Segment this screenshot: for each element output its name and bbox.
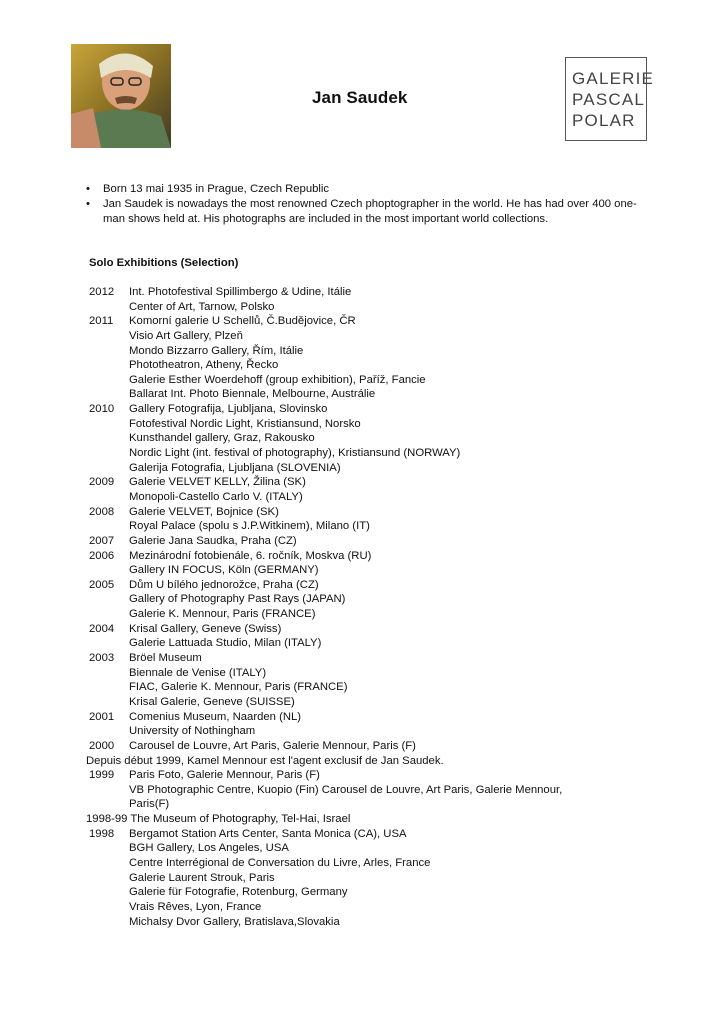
exhibition-text: Royal Palace (spolu s J.P.Witkinem), Milano (IT) xyxy=(129,520,370,533)
exhibition-text: BGH Gallery, Los Angeles, USA xyxy=(129,842,289,855)
exhibition-text: Bröel Museum xyxy=(129,652,202,665)
exhibition-text: University of Nothingham xyxy=(129,725,256,738)
exhibition-text: Galerie für Fotografie, Rotenburg, Germany xyxy=(129,886,348,899)
exhibition-text: Galerie Lattuada Studio, Milan (ITALY) xyxy=(129,637,322,650)
exhibition-row xyxy=(86,300,646,315)
exhibition-row xyxy=(86,314,646,329)
exhibition-text: Galerie VELVET, Bojnice (SK) xyxy=(129,505,279,518)
exhibition-text: Monopoli-Castello Carlo V. (ITALY) xyxy=(129,490,303,503)
exhibition-row xyxy=(86,724,646,739)
exhibition-year: 1999 xyxy=(89,769,115,782)
exhibition-row xyxy=(86,329,646,344)
exhibition-row xyxy=(86,534,646,549)
bio-item: • Born 13 mai 1935 in Prague, Czech Republic xyxy=(86,182,646,197)
exhibition-row xyxy=(86,387,646,402)
exhibition-row xyxy=(86,285,646,300)
exhibition-text: Comenius Museum, Naarden (NL) xyxy=(129,710,302,723)
exhibition-text: Mezinárodní fotobienále, 6. ročník, Moskva (RU) xyxy=(129,549,372,562)
exhibition-row xyxy=(86,754,646,769)
exhibition-row xyxy=(86,636,646,651)
exhibition-text: Fotofestival Nordic Light, Kristiansund, Norsko xyxy=(129,417,361,430)
exhibition-row xyxy=(86,373,646,388)
exhibition-year: 2005 xyxy=(89,578,115,591)
exhibition-year: 2008 xyxy=(89,505,115,518)
exhibition-row xyxy=(86,431,646,446)
logo-line: PASCAL xyxy=(572,89,646,109)
exhibition-text: Galerie K. Mennour, Paris (FRANCE) xyxy=(129,608,316,621)
exhibition-row xyxy=(86,402,646,417)
exhibition-year: 2011 xyxy=(89,315,114,328)
portrait-image xyxy=(71,44,171,148)
exhibition-text: Michalsy Dvor Gallery, Bratislava,Slovakia xyxy=(129,915,340,928)
logo-line: GALERIE xyxy=(572,68,655,88)
exhibition-text: Int. Photofestival Spillimbergo & Udine, Itálie xyxy=(129,286,352,298)
exhibition-text: VB Photographic Centre, Kuopio (Fin) Carousel de Louvre, Art Paris, Galerie Mennour, xyxy=(129,783,563,796)
exhibition-text: Visio Art Gallery, Plzeň xyxy=(129,329,243,342)
exhibition-row xyxy=(86,461,646,476)
section-heading: Solo Exhibitions (Selection) xyxy=(89,257,239,269)
exhibition-text: Gallery IN FOCUS, Köln (GERMANY) xyxy=(129,564,319,577)
exhibition-year: 2003 xyxy=(89,652,115,665)
exhibition-row xyxy=(86,358,646,373)
bio-item: • Jan Saudek is nowadays the most renowned Czech phoptographer in the world. He has had over 400 one-man shows held at. His photographs are included in the most important world collections. xyxy=(86,197,646,227)
exhibition-text: Kunsthandel gallery, Graz, Rakousko xyxy=(129,432,315,445)
exhibition-text: Gallery of Photography Past Rays (JAPAN) xyxy=(129,593,346,606)
exhibition-text: Galerie Laurent Strouk, Paris xyxy=(129,871,275,884)
exhibition-row xyxy=(86,519,646,534)
exhibition-row xyxy=(86,607,646,622)
exhibition-row xyxy=(86,827,646,842)
exhibition-text: Mondo Bizzarro Gallery, Řím, Itálie xyxy=(129,344,304,357)
exhibition-row xyxy=(86,885,646,900)
exhibition-row xyxy=(86,490,646,505)
bio-list xyxy=(86,182,646,227)
exhibition-year: 2012 xyxy=(89,286,115,298)
exhibition-row xyxy=(86,783,646,798)
exhibition-row xyxy=(86,549,646,564)
exhibition-row xyxy=(86,592,646,607)
exhibition-row xyxy=(86,871,646,886)
exhibition-note: 1998-99 The Museum of Photography, Tel-Hai, Israel xyxy=(86,813,351,826)
exhibition-text: Dům U bílého jednorožce, Praha (CZ) xyxy=(129,578,319,591)
exhibition-text: Carousel de Louvre, Art Paris, Galerie Mennour, Paris (F) xyxy=(129,739,416,752)
logo-line: POLAR xyxy=(572,110,636,130)
exhibition-row xyxy=(86,695,646,710)
exhibition-text: Bergamot Station Arts Center, Santa Monica (CA), USA xyxy=(129,827,407,840)
exhibition-row xyxy=(86,739,646,754)
exhibition-text: Komorní galerie U Schellů, Č.Budějovice, ČR xyxy=(129,315,356,328)
exhibition-row xyxy=(86,578,646,593)
exhibition-text: Galerija Fotografia, Ljubljana (SLOVENIA) xyxy=(129,461,341,474)
exhibition-row xyxy=(86,812,646,827)
exhibition-row xyxy=(86,344,646,359)
exhibition-year: 2001 xyxy=(89,710,115,723)
exhibition-row xyxy=(86,651,646,666)
exhibition-list xyxy=(86,285,646,929)
exhibition-row xyxy=(86,505,646,520)
exhibition-text: Galerie Jana Saudka, Praha (CZ) xyxy=(129,534,297,547)
exhibition-row xyxy=(86,710,646,725)
exhibition-row xyxy=(86,475,646,490)
exhibition-row xyxy=(86,563,646,578)
exhibition-text: Paris(F) xyxy=(129,798,170,811)
exhibition-note: Depuis début 1999, Kamel Mennour est l'agent exclusif de Jan Saudek. xyxy=(86,754,444,767)
exhibition-text: Vrais Rêves, Lyon, France xyxy=(129,900,262,913)
exhibition-text: FIAC, Galerie K. Mennour, Paris (FRANCE) xyxy=(129,681,348,694)
exhibition-text: Ballarat Int. Photo Biennale, Melbourne, Austrálie xyxy=(129,388,376,401)
exhibition-text: Galerie Esther Woerdehoff (group exhibition), Paříž, Fancie xyxy=(129,373,426,386)
exhibition-row xyxy=(86,680,646,695)
exhibition-year: 2004 xyxy=(89,622,115,635)
exhibition-row xyxy=(86,622,646,637)
exhibition-text: Phototheatron, Atheny, Řecko xyxy=(129,359,279,372)
exhibition-text: Krisal Gallery, Geneve (Swiss) xyxy=(129,622,282,635)
exhibition-row xyxy=(86,915,646,930)
exhibition-text: Paris Foto, Galerie Mennour, Paris (F) xyxy=(129,769,320,782)
exhibition-year: 2009 xyxy=(89,476,115,489)
exhibition-year: 2007 xyxy=(89,534,115,547)
exhibition-row xyxy=(86,841,646,856)
exhibition-text: Gallery Fotografija, Ljubljana, Slovinsko xyxy=(129,403,328,416)
exhibition-row xyxy=(86,900,646,915)
exhibition-text: Galerie VELVET KELLY, Žilina (SK) xyxy=(129,476,306,489)
exhibition-text: Krisal Galerie, Geneve (SUISSE) xyxy=(129,695,295,708)
exhibition-text: Nordic Light (int. festival of photography), Kristiansund (NORWAY) xyxy=(129,447,461,460)
exhibition-row xyxy=(86,417,646,432)
exhibition-row xyxy=(86,856,646,871)
exhibition-row xyxy=(86,768,646,783)
exhibition-row xyxy=(86,666,646,681)
exhibition-year: 2000 xyxy=(89,739,115,752)
portrait-photo xyxy=(71,44,171,148)
exhibition-row xyxy=(86,797,646,812)
exhibition-year: 2010 xyxy=(89,403,115,416)
exhibition-text: Biennale de Venise (ITALY) xyxy=(129,666,267,679)
exhibition-year: 2006 xyxy=(89,549,115,562)
page-title: Jan Saudek xyxy=(312,88,408,107)
gallery-logo xyxy=(565,57,655,141)
exhibition-row xyxy=(86,446,646,461)
exhibition-text: Center of Art, Tarnow, Polsko xyxy=(129,300,275,313)
exhibition-year: 1998 xyxy=(89,827,115,840)
exhibition-text: Centre Interrégional de Conversation du Livre, Arles, France xyxy=(129,856,431,869)
